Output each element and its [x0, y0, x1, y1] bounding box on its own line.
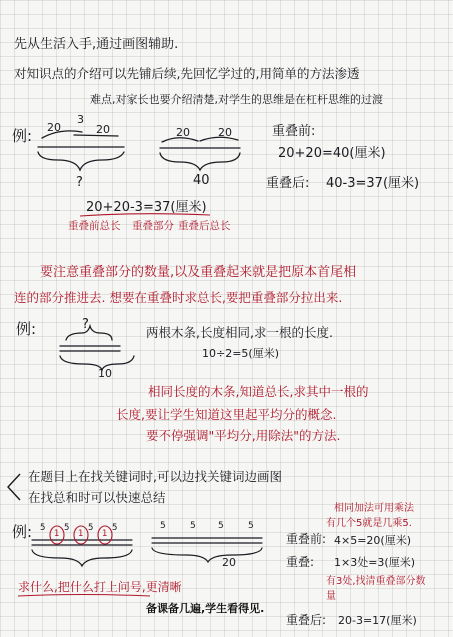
- page-footer: 备课备几遍,学生看得见.: [146, 602, 265, 615]
- example-1-segment-b: 20: [96, 123, 110, 136]
- example-3-right-diagram: [152, 538, 262, 562]
- example-1-right-segment-b: 20: [218, 126, 232, 139]
- example-2-diagram: [60, 326, 134, 370]
- example-3-overlap-note-line-2: 量: [326, 591, 336, 602]
- example-1-red-underline: [80, 214, 210, 216]
- example-1-after-equation: 40-3=37(厘米): [326, 176, 420, 191]
- key-words-bracket: [8, 474, 20, 500]
- example-1-right-total: 40: [193, 173, 210, 188]
- example-2-label: 例:: [16, 320, 37, 338]
- example-1-note-total: 重叠前总长: [68, 220, 121, 232]
- example-2-problem: 两根木条,长度相同,求一根的长度.: [146, 325, 333, 340]
- example-3-right-total: 20: [222, 556, 236, 569]
- example-3-after-equation: 20-3=17(厘米): [338, 614, 417, 627]
- example-3-red-underline: [18, 595, 150, 597]
- example-2-note-line-3: 要不停强调"平均分,用除法"的方法.: [146, 428, 341, 443]
- example-2-note-line-1: 相同长度的木条,知道总长,求其中一根的: [148, 384, 369, 399]
- example-3-after-label: 重叠后:: [286, 613, 327, 627]
- key-words-line-1: 在题目上在找关键词时,可以边找关键词边画图: [28, 469, 282, 484]
- example-3-overlap-value: 1: [54, 529, 60, 539]
- example-1-note-after: 重叠后总长: [178, 220, 231, 232]
- example-1-label: 例:: [12, 127, 33, 145]
- example-1-left-diagram: [38, 131, 124, 170]
- intro-line-2: 对知识点的介绍可以先铺后续,先回忆学过的,用简单的方法渗透: [14, 66, 360, 81]
- example-2-note-line-2: 长度,要让学生知道这里起平均分的概念.: [116, 407, 337, 422]
- example-1-note-overlap: 重叠部分: [132, 220, 174, 232]
- example-3-overlap-circles: [50, 523, 112, 544]
- example-1-segment-a: 20: [47, 121, 61, 134]
- example-1-right-diagram: [160, 137, 240, 170]
- example-3-segment-value: 5: [112, 523, 118, 533]
- intro-line-1: 先从生活入手,通过画图辅助.: [14, 37, 179, 52]
- example-1-overlap: 3: [77, 113, 84, 126]
- example-3-overlap-equation: 1×3处=3(厘米): [334, 556, 416, 569]
- example-3-label: 例:: [12, 523, 33, 541]
- example-3-side-note-line-1: 相同加法可用乘法: [334, 503, 414, 514]
- intro-line-3: 难点,对家长也要介绍清楚,对学生的思维是在杠杆思维的过渡: [90, 93, 383, 106]
- example-2-equation: 10÷2=5(厘米): [202, 347, 280, 360]
- example-3-side-note-line-2: 有几个5就是几乘5.: [326, 518, 412, 529]
- example-3-right-segment-value: 5: [218, 521, 224, 531]
- example-3-right-segment-value: 5: [190, 521, 196, 531]
- example-3-overlap-value: 1: [102, 529, 108, 539]
- example-3-before-equation: 4×5=20(厘米): [334, 534, 412, 547]
- example-3-segment-value: 5: [40, 523, 46, 533]
- example-3-overlap-value: 1: [78, 529, 84, 539]
- example-3-bottom-note: 求什么,把什么打上问号,更清晰: [18, 580, 182, 594]
- red-paragraph-line-2: 连的部分推进去. 想要在重叠时求总长,要把重叠部分拉出来.: [14, 290, 343, 305]
- example-3-right-segment-value: 5: [160, 521, 166, 531]
- example-1-before-label: 重叠前:: [272, 124, 316, 139]
- example-2-question-mark: ?: [82, 317, 89, 332]
- example-2-total: 10: [98, 367, 112, 380]
- example-3-segment-value: 5: [64, 523, 70, 533]
- example-1-before-equation: 20+20=40(厘米): [278, 146, 386, 161]
- example-3-overlap-note-line-1: 有3处,找清重叠部分数: [326, 576, 426, 587]
- example-3-overlap-label: 重叠:: [286, 555, 315, 569]
- red-paragraph-line-1: 要注意重叠部分的数量,以及重叠起来就是把原本首尾相: [40, 265, 357, 280]
- example-1-question-mark: ?: [76, 175, 83, 190]
- example-1-right-segment-a: 20: [176, 126, 190, 139]
- example-3-right-segment-value: 5: [248, 521, 254, 531]
- example-3-before-label: 重叠前:: [286, 532, 327, 546]
- key-words-line-2: 在找总和时可以快速总结: [28, 490, 166, 505]
- example-3-segment-value: 5: [88, 523, 94, 533]
- example-1-main-equation: 20+20-3=37(厘米): [86, 200, 207, 215]
- example-1-after-label: 重叠后:: [266, 176, 310, 191]
